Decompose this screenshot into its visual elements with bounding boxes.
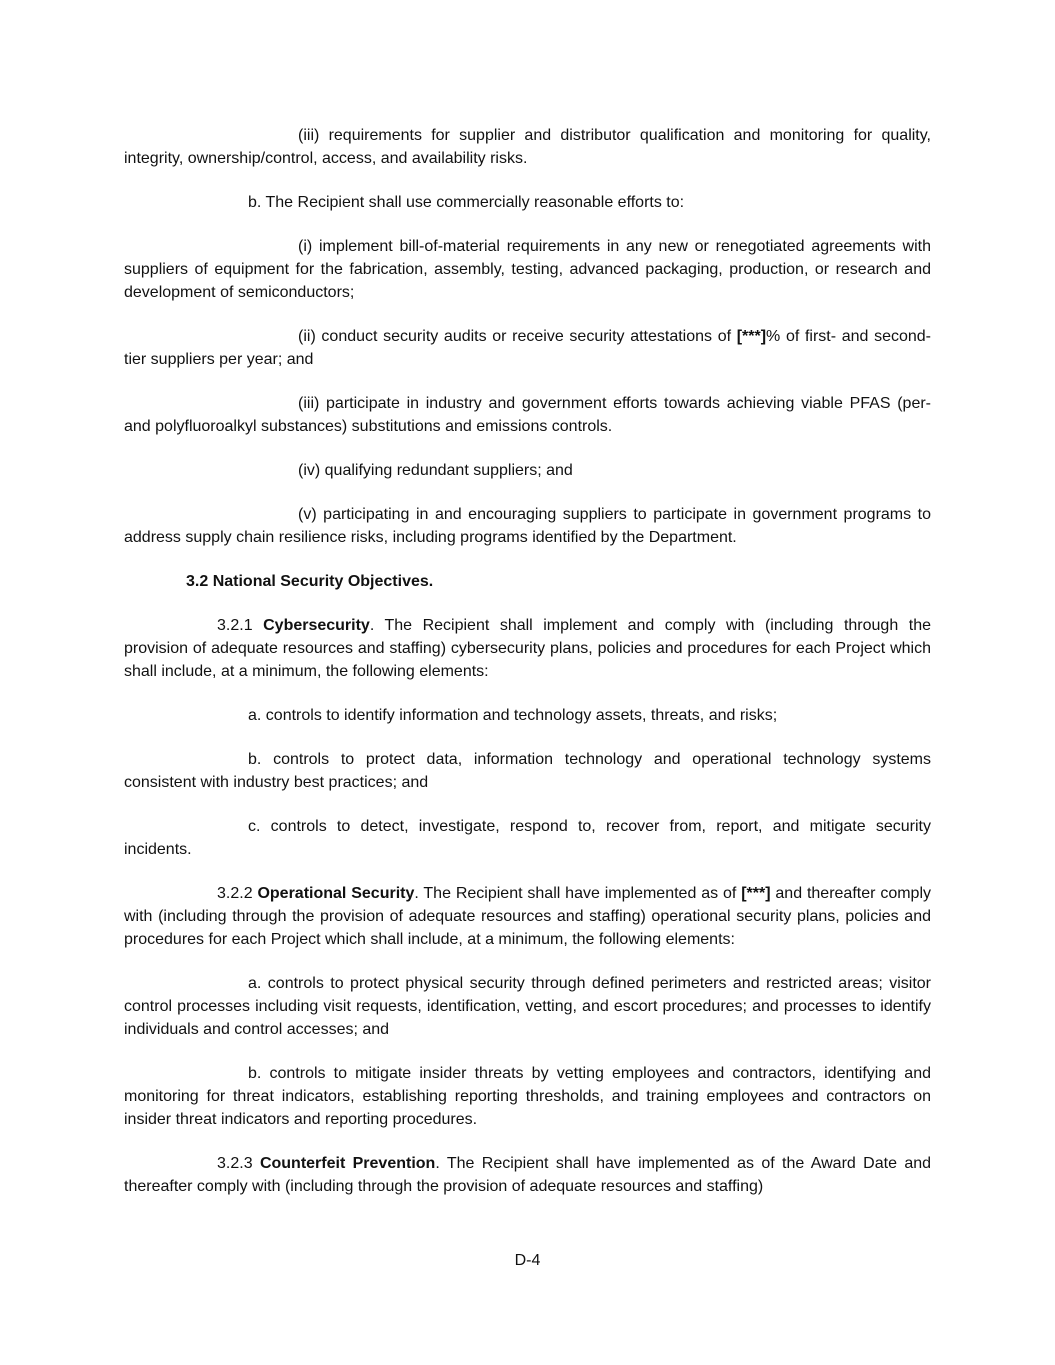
paragraph-i-bill-of-material: (i) implement bill-of-material requirements in any new or renegotiated agreements with suppliers of equipment for the fabrication, assembly, testing, advanced packaging, production, or research and development of semiconductors; [124, 238, 931, 301]
cyber-control-c: c. controls to detect, investigate, respond to, recover from, report, and mitigate security incidents. [124, 818, 931, 858]
section-3-2-1-cybersecurity [124, 614, 931, 683]
paragraph-iv-redundant-suppliers: (iv) qualifying redundant suppliers; and [298, 462, 573, 479]
page-number: D-4 [514, 1252, 541, 1269]
section-3-2-2-number: 3.2.2 [217, 885, 258, 902]
paragraph-iii-requirements: (iii) requirements for supplier and distributor qualification and monitoring for quality, integrity, ownership/control, access, and availability risks. [124, 127, 931, 167]
section-3-2-3-title: Counterfeit Prevention [259, 1155, 436, 1172]
document-body [124, 124, 931, 1198]
cyber-control-b: b. controls to protect data, information technology and operational technology systems consistent with industry best practices; and [124, 751, 931, 791]
redaction-marker: [***] [736, 328, 767, 345]
paragraph-ii-security-audits [124, 325, 931, 371]
cyber-control-a: a. controls to identify information and technology assets, threats, and risks; [248, 707, 778, 724]
section-3-2-3-text: . The Recipient shall have implemented as of the Award Date and thereafter comply with (including through the provision of adequate resources and staffing) [124, 1155, 932, 1195]
section-3-2-1-number: 3.2.1 [217, 617, 264, 634]
paragraph-b-efforts: b. The Recipient shall use commercially reasonable efforts to: [248, 194, 685, 211]
section-heading-3-2-text: 3.2 National Security Objectives. [186, 573, 434, 590]
section-3-2-1-text: . The Recipient shall implement and comply with (including through the provision of adequate resources and staffing) cybersecurity plans, policies and procedures for each Project which shall include, at a minimum, the following elements: [124, 617, 931, 680]
paragraph-ii-text-post: % of first- and second-tier suppliers per year; and [124, 328, 931, 368]
paragraph-v-government-programs: (v) participating in and encouraging suppliers to participate in government programs to address supply chain resilience risks, including programs identified by the Department. [124, 506, 931, 546]
section-heading-3-2 [124, 570, 931, 593]
section-3-2-3-number: 3.2.3 [217, 1155, 260, 1172]
section-3-2-2-operational-security [124, 882, 931, 951]
section-3-2-1-title: Cybersecurity [263, 617, 370, 634]
section-3-2-2-title: Operational Security [257, 885, 415, 902]
paragraph-iii-pfas: (iii) participate in industry and government efforts towards achieving viable PFAS (per- and polyfluoroalkyl substances) substitutions and emissions controls. [124, 395, 931, 435]
redaction-marker: [***] [741, 885, 771, 902]
ops-control-a: a. controls to protect physical security through defined perimeters and restricted areas; visitor control processes including visit requests, identification, vetting, and escort procedures; and processes to identify individuals and control accesses; and [124, 975, 931, 1038]
section-3-2-2-text-pre: . The Recipient shall have implemented as of [414, 885, 742, 902]
paragraph-ii-text-pre: (ii) conduct security audits or receive security attestations of [298, 328, 737, 345]
section-3-2-3-counterfeit-prevention [124, 1152, 931, 1198]
section-3-2-2-text-post: and thereafter comply with (including through the provision of adequate resources and staffing) operational security plans, policies and procedures for each Project which shall include, at a minimum, the following elements: [124, 885, 931, 948]
ops-control-b: b. controls to mitigate insider threats by vetting employees and contractors, identifying and monitoring for threat indicators, establishing reporting thresholds, and training employees and contractors on insider threat indicators and reporting procedures. [124, 1065, 931, 1128]
